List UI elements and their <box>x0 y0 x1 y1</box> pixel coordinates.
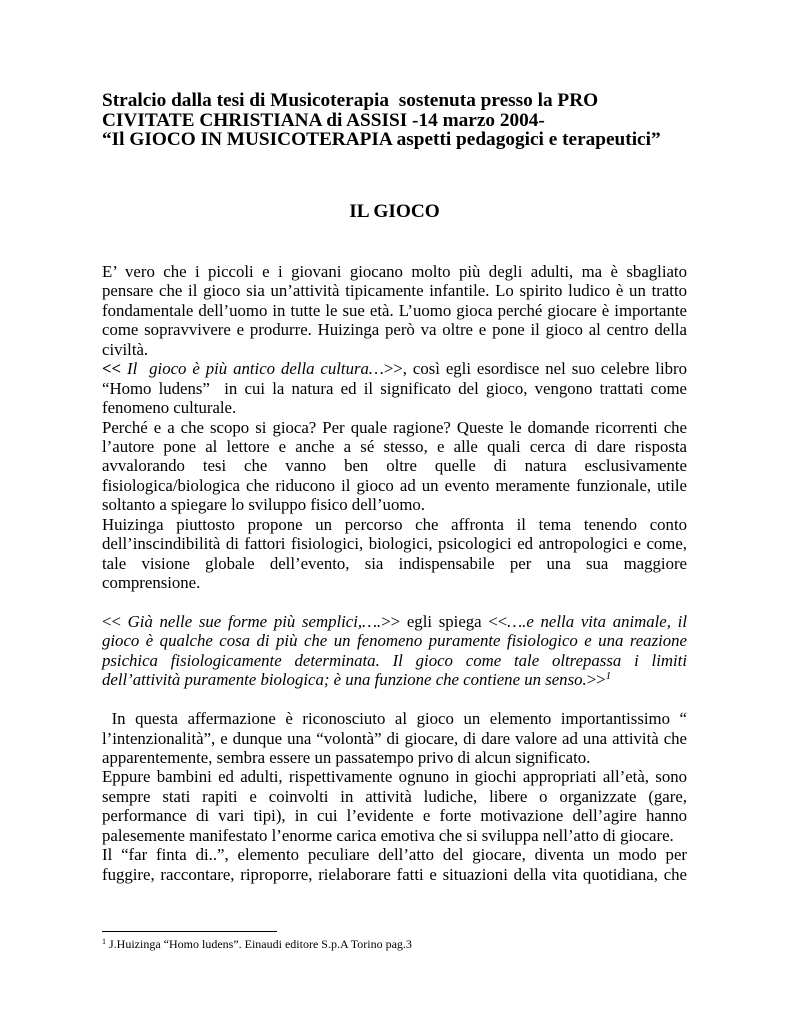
quote-text: Il gioco è più antico della cultura… <box>121 359 384 379</box>
quote-text: ….e nella vita animale, il <box>507 611 687 631</box>
body-text: >> egli spiega << <box>381 611 508 631</box>
body-line <box>102 359 687 378</box>
footnote-marker: 1 <box>102 937 106 946</box>
body-line: fondamentale dell’uomo in tutte le sue età. L’uomo gioca perché giocare è importante <box>102 300 687 320</box>
body-line: fisiologica/biologica che riducono il gioco ad un evento meramente funzionale, utile <box>102 475 687 495</box>
body-line: apparentemente, sembra essere un passatempo privo di alcun significato. <box>102 747 591 767</box>
body-line <box>102 612 687 631</box>
body-line: l’autore pone al lettore e anche a sé stesso, e alle quali cerca di dare risposta <box>102 436 687 456</box>
body-line: In questa affermazione è riconosciuto al gioco un elemento importantissimo “ <box>102 709 687 729</box>
paragraph-spacer <box>102 592 687 611</box>
body-line: civiltà. <box>102 339 149 359</box>
body-line: “Homo ludens” in cui la natura ed il significato del gioco, vengono trattati come <box>102 378 687 398</box>
footnote-text: J.Huizinga “Homo ludens”. Einaudi editore S.p.A Torino pag.3 <box>109 937 412 951</box>
header-line: CIVITATE CHRISTIANA di ASSISI -14 marzo 2004- <box>102 109 545 131</box>
header-line: Stralcio dalla tesi di Musicoterapia sostenuta presso la PRO <box>102 90 599 111</box>
body-line: Il “far finta di..”, elemento peculiare dell’atto del giocare, diventa un modo per <box>102 845 687 865</box>
body-line: pensare che il gioco sia un’attività tipicamente infantile. Lo spirito ludico è un tratto <box>102 281 687 301</box>
body-line: Eppure bambini ed adulti, rispettivamente ognuno in giochi appropriati all’età, sono <box>102 767 687 787</box>
body-line: performance di vari tipi), in cui l’evidente e forte motivazione dell’agire hanno <box>102 806 687 826</box>
body-line <box>102 670 687 689</box>
body-line: come sopravvivere e produrre. Huizinga però va oltre e pone il gioco al centro della <box>102 320 687 340</box>
paragraph-spacer <box>102 690 687 709</box>
footnote-separator <box>102 931 277 932</box>
footnote <box>102 937 687 951</box>
quote-line: gioco è qualche cosa di più che un fenomeno puramente fisiologico e una reazione <box>102 631 687 651</box>
quote-open-mark: << <box>102 611 128 631</box>
quote-open-mark: << <box>102 359 122 379</box>
body-line: E’ vero che i piccoli e i giovani giocano molto più degli adulti, ma è sbagliato <box>102 262 687 281</box>
body-line: avvalorando tesi che vanno ben oltre quelle di natura esclusivamente <box>102 456 687 476</box>
body-line: Perché e a che scopo si gioca? Per quale ragione? Queste le domande ricorrenti che <box>102 417 687 437</box>
body-line: fuggire, raccontare, riproporre, rielaborare fatti e situazioni della vita quotidiana, che <box>102 864 687 884</box>
document-header <box>102 91 687 150</box>
body-line: Huizinga piuttosto propone un percorso che affronta il tema tenendo conto <box>102 514 687 534</box>
body-line: dell’inscindibilità di fattori fisiologici, biologici, psicologici ed antropologici e come, <box>102 534 687 554</box>
body-line: comprensione. <box>102 573 201 592</box>
body-line: fenomeno culturale. <box>102 398 237 418</box>
quote-close-mark: >> <box>586 670 606 690</box>
quote-text: dell’attività puramente biologica; è una funzione che contiene un senso. <box>102 670 587 690</box>
body-line: palesemente manifestato l’enorme carica emotiva che si sviluppa nell’atto di giocare. <box>102 825 674 845</box>
header-line: “Il GIOCO IN MUSICOTERAPIA aspetti pedagogici e terapeutici” <box>102 129 661 150</box>
body-line: tale visione globale dell’evento, sia indispensabile per una sua maggiore <box>102 553 687 573</box>
footnote-reference: 1 <box>605 670 612 683</box>
quote-text: Già nelle sue forme più semplici,…. <box>127 611 382 631</box>
section-title: IL GIOCO <box>349 201 440 222</box>
body-text: >>, così egli esordisce nel suo celebre libro <box>383 359 687 379</box>
quote-line: psichica fisiologicamente determinata. Il gioco come tale oltrepassa i limiti <box>102 650 687 670</box>
body-line: l’intenzionalità”, e dunque una “volontà” di giocare, di dare valore ad una attività che <box>102 728 687 748</box>
body-text-block <box>102 262 687 884</box>
body-line: sempre stati rapiti e coinvolti in attività ludiche, libere o organizzate (gare, <box>102 786 687 806</box>
body-line: soltanto a spiegare lo sviluppo fisico dell’uomo. <box>102 495 425 515</box>
